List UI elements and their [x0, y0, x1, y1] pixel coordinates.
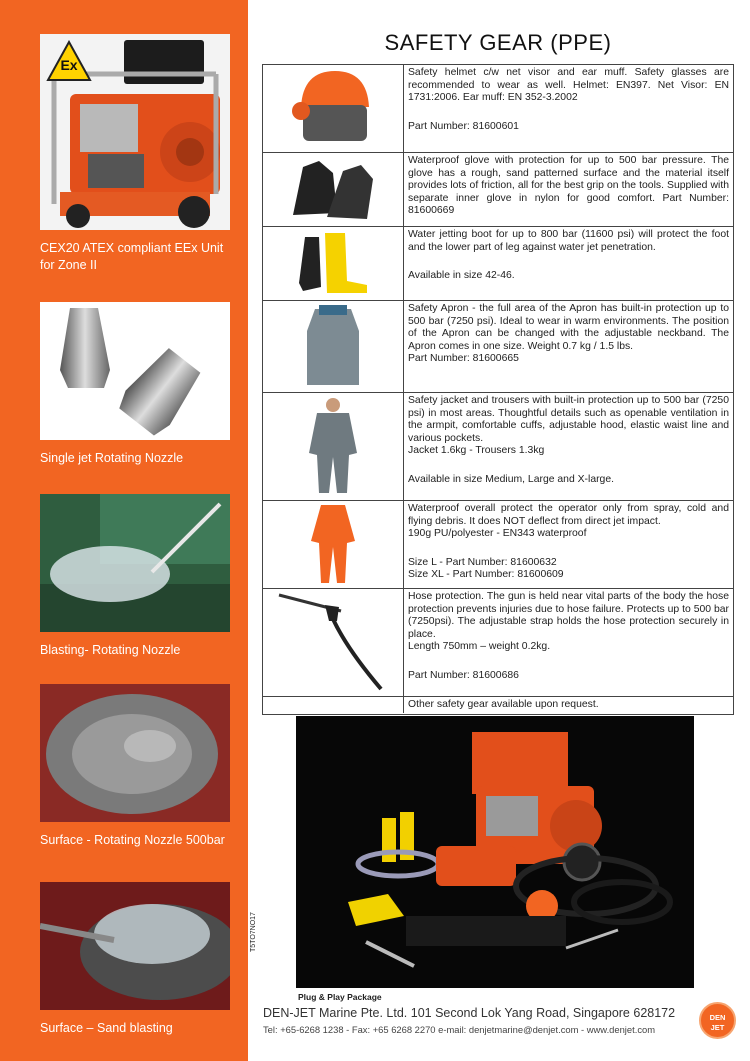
- jet-gun-icon: [263, 589, 404, 695]
- sand-blast-photo-icon: [40, 882, 230, 1010]
- ppe-text-line: Available in size 42-46.: [408, 270, 515, 282]
- apron-icon: [263, 301, 404, 391]
- single-jet-nozzle-image: [40, 302, 230, 440]
- ppe-text-line: Water jetting boot for up to 800 bar (11600 psi) will protect the foot and the lower part of leg against water jet penetration.: [408, 229, 729, 253]
- ppe-row-glove: [263, 153, 733, 227]
- ppe-text-line: Safety jacket and trousers with built-in protection up to 500 bar (7250 psi) in most areas. Thoughtful details such as openable ventilation in the armpit, comfortable cuffs, adjustable hood, elastic waist line and various pockets.: [408, 395, 729, 444]
- other-gear-note: Other safety gear available upon request.: [408, 699, 599, 710]
- ppe-part-number: Size L - Part Number: 81600632: [408, 556, 557, 568]
- kit-photo-icon: [296, 716, 694, 988]
- ppe-text-line: Safety helmet c/w net visor and ear muff. Safety glasses are recommended to wear as well. Helmet: EN397. Net Visor: EN 1731:2006. Ear muff: EN 352-3.2002: [408, 67, 729, 104]
- helmet-image: [263, 65, 404, 152]
- ppe-description: [404, 65, 733, 152]
- ppe-text-line: Available in size Medium, Large and X-large.: [408, 473, 615, 485]
- blasting-image: [40, 494, 230, 632]
- ex-hazard-icon: [46, 40, 92, 82]
- sidebar-item-sand-blasting: [40, 882, 230, 1037]
- sidebar-caption: Single jet Rotating Nozzle: [40, 451, 184, 465]
- sidebar-caption: Surface – Sand blasting: [40, 1021, 173, 1035]
- sidebar-caption: Blasting- Rotating Nozzle: [40, 643, 181, 657]
- overall-icon: [263, 501, 404, 587]
- sidebar-item-surface-rotating: [40, 684, 230, 849]
- ppe-part-number: Size XL - Part Number: 81600609: [408, 569, 564, 581]
- ppe-part-number: Part Number: 81600665: [408, 353, 519, 365]
- ppe-row-boot: [263, 227, 733, 301]
- ppe-text-line: Jacket 1.6kg - Trousers 1.3kg: [408, 445, 545, 457]
- footer-company: DEN-JET Marine Pte. Ltd. 101 Second Lok Yang Road, Singapore 628172: [263, 1006, 676, 1020]
- ppe-description: [404, 393, 733, 500]
- ppe-description: [404, 501, 733, 588]
- ex-mark-label: Ex: [60, 57, 78, 73]
- ppe-text-line: Waterproof glove with protection for up to 500 bar pressure. The glove has a rough, sand patterned surface and the material itself provides lots of friction, all for the best grip on the tools. Supplied with separate inner glove in nylon for good comfort. Part Number: 81600669: [408, 155, 729, 217]
- ppe-row-hose: [263, 589, 733, 697]
- denjet-logo: [699, 1002, 736, 1039]
- jacket-suit-icon: [263, 393, 404, 499]
- sidebar: [0, 0, 248, 1061]
- ppe-row-jacket: [263, 393, 733, 501]
- footer-contact: Tel: +65-6268 1238 - Fax: +65 6268 2270 e-mail: denjetmarine@denjet.com - www.denjet.com: [263, 1024, 656, 1035]
- plug-and-play-image: [296, 716, 694, 988]
- ppe-row-apron: [263, 301, 733, 393]
- cex20-unit-image: [40, 34, 230, 230]
- ppe-part-number: Part Number: 81600686: [408, 669, 519, 681]
- logo-top-text: DEN: [709, 1013, 726, 1022]
- glove-icon: [263, 153, 404, 225]
- boot-image: [263, 227, 404, 300]
- vertical-code: T5TO7NO17: [250, 912, 257, 952]
- ppe-row-helmet: [263, 65, 733, 153]
- ppe-text-line: Hose protection. The gun is held near vital parts of the body the hose protection prevents injuries due to hose failure. Protects up to 500 bar (7250psi). The adjustable strap holds the hose protection securely in place.: [408, 591, 729, 640]
- apron-image: [263, 301, 404, 392]
- nozzle-icon: [40, 302, 230, 440]
- ppe-description: [404, 301, 733, 392]
- ppe-text-line: 190g PU/polyester - EN343 waterproof: [408, 528, 587, 540]
- ppe-description: [404, 153, 733, 226]
- glove-image: [263, 153, 404, 226]
- sidebar-item-blasting: [40, 494, 230, 659]
- sidebar-item-single-jet: [40, 302, 230, 467]
- empty-cell: [263, 697, 404, 713]
- ppe-description: [404, 589, 733, 696]
- helmet-icon: [263, 65, 404, 151]
- ppe-text-line: Safety Apron - the full area of the Apron has built-in protection up to 500 bar (7250 psi). Ideal to wear in warm environments. The position of the Apron can be changed with the adjustable neckband. The Apron comes in one size. Weight 0.7 kg / 1.5 lbs.: [408, 303, 729, 352]
- ppe-row-other: [263, 697, 733, 714]
- sand-blasting-image: [40, 882, 230, 1010]
- sidebar-caption: CEX20 ATEX compliant EEx Unit for Zone II: [40, 241, 224, 272]
- surface-photo-icon: [40, 684, 230, 822]
- kit-caption: Plug & Play Package: [298, 992, 382, 1002]
- surface-rotating-image: [40, 684, 230, 822]
- sidebar-item-cex20: [40, 34, 230, 274]
- overall-image: [263, 501, 404, 588]
- boot-icon: [263, 227, 404, 299]
- ppe-part-number: Part Number: 81600601: [408, 120, 519, 132]
- jacket-image: [263, 393, 404, 500]
- ppe-text-line: Waterproof overall protect the operator only from spray, cold and flying debris. It does NOT deflect from direct jet impact.: [408, 503, 729, 527]
- sidebar-caption: Surface - Rotating Nozzle 500bar: [40, 833, 225, 847]
- ppe-row-overall: [263, 501, 733, 589]
- logo-bottom-text: JET: [710, 1023, 725, 1032]
- blasting-photo-icon: [40, 494, 230, 632]
- hose-protection-image: [263, 589, 404, 696]
- ppe-table: [262, 64, 734, 715]
- ppe-text-line: Length 750mm – weight 0.2kg.: [408, 641, 551, 653]
- ppe-description: [404, 227, 733, 300]
- page-title: SAFETY GEAR (PPE): [384, 30, 612, 55]
